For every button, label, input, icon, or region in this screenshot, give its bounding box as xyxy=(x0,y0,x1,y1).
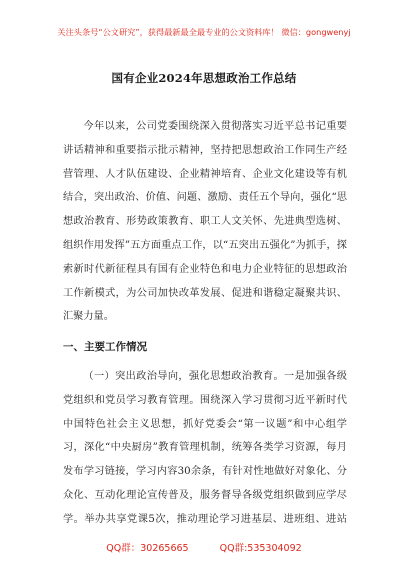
document-title: 国有企业2024年思想政治工作总结 xyxy=(111,71,297,85)
footer-qq-group-2: QQ群:535304092 xyxy=(219,543,302,554)
top-banner-notice: 关注头条号“公文研究”，获得最新最全最专业的公文资料库！ 微信：gongwenyj xyxy=(57,27,351,37)
section-heading: 一、主要工作情况 xyxy=(63,341,147,353)
subsection-paragraph: （一）突出政治导向，强化思想政治教育。一是加强各级党组织和党员学习教育管理。围绕深入学习贯彻习近平新时代中国特色社会主义思想，抓好党委会“第一议题”和中心组学习，深化“中央厨房”教育管理机制，统筹各类学习资源，每月发布学习链接，学习内容30余条，有针对性地做好对象化、分众化、互动化理论宣传普及，服务督导各级党组织做到应学尽学。举办共享党课5次，推动理论学习进基层、进班组、进站 xyxy=(63,371,347,525)
intro-paragraph: 今年以来，公司党委围绕深入贯彻落实习近平总书记重要讲话精神和重要指示批示精神，坚持把思想政治工作同生产经营管理、人才队伍建设、企业精神培育、企业文化建设等有机结合，突出政治、价值、问题、激励、责任五个导向，强化“思想政治教育、形势政策教育、职工人文关怀、先进典型选树、组织作用发挥”五方面重点工作，以“五突出五强化”为抓手，探索新时代新征程具有国有企业特色和电力企业特征的思想政治工作新模式，为公司加快改革发展、促进和谐稳定凝聚共识、汇聚力量。 xyxy=(63,121,347,323)
footer-qq-group-1: QQ群：30265665 xyxy=(106,543,189,554)
footer-contact xyxy=(0,540,408,554)
